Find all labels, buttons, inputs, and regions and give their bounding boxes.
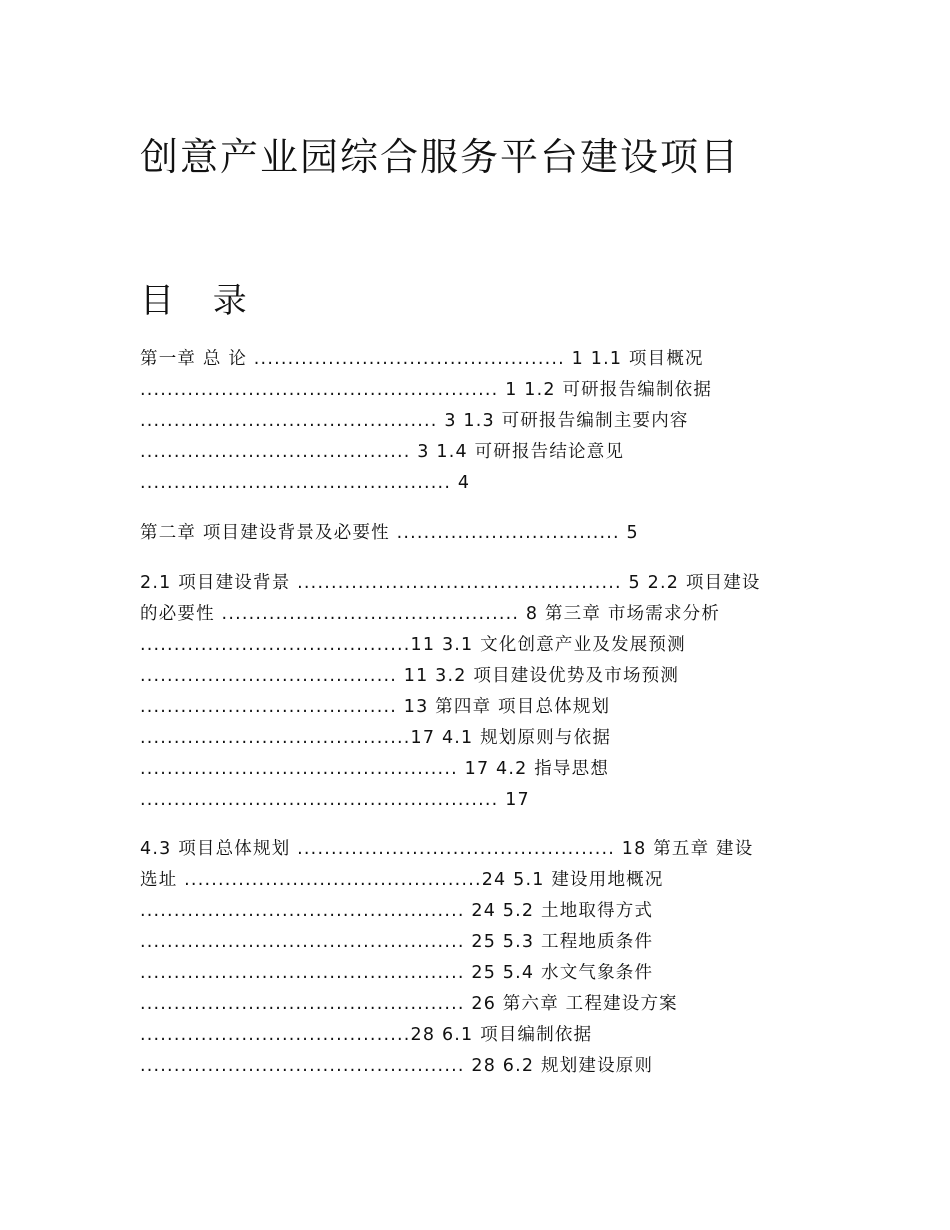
toc-line: 第二章 项目建设背景及必要性 ................................. 5 — [140, 523, 639, 543]
toc-line: .............................................. 4 — [140, 473, 471, 493]
toc-line: ..................................................... 17 — [140, 790, 530, 810]
toc-block-sections-2-4 — [140, 568, 820, 816]
toc-line: ............................................ 3 1.3 可研报告编制主要内容 — [140, 411, 689, 431]
toc-line: ................................................ 28 6.2 规划建设原则 — [140, 1056, 654, 1076]
toc-line: 2.1 项目建设背景 ................................................ 5 2.2 项目建设 — [140, 573, 761, 593]
toc-line: ...................................... 11 3.2 项目建设优势及市场预测 — [140, 666, 680, 686]
toc-line: ................................................ 24 5.2 土地取得方式 — [140, 901, 654, 921]
toc-line: ..................................................... 1 1.2 可研报告编制依据 — [140, 380, 713, 400]
toc-heading: 目 录 — [140, 281, 261, 321]
document-title: 创意产业园综合服务平台建设项目 — [140, 135, 741, 179]
toc-line: ................................................ 26 第六章 工程建设方案 — [140, 994, 678, 1014]
toc-line: ........................................28 6.1 项目编制依据 — [140, 1025, 593, 1045]
toc-line: 4.3 项目总体规划 ............................................... 18 第五章 建设 — [140, 839, 754, 859]
toc-line: 选址 ............................................24 5.1 建设用地概况 — [140, 870, 664, 890]
toc-line: ................................................ 25 5.3 工程地质条件 — [140, 932, 654, 952]
toc-line: 第一章 总 论 .............................................. 1 1.1 项目概况 — [140, 349, 704, 369]
toc-line: ........................................11 3.1 文化创意产业及发展预测 — [140, 635, 686, 655]
toc-block-chapter-1 — [140, 344, 820, 499]
toc-line: ............................................... 17 4.2 指导思想 — [140, 759, 610, 779]
toc-line: ...................................... 13 第四章 项目总体规划 — [140, 697, 611, 717]
toc-line: ........................................ 3 1.4 可研报告结论意见 — [140, 442, 625, 462]
toc-line: ................................................ 25 5.4 水文气象条件 — [140, 963, 654, 983]
toc-block-sections-4-6 — [140, 834, 820, 1082]
toc-line: 的必要性 ............................................ 8 第三章 市场需求分析 — [140, 604, 721, 624]
toc-block-chapter-2 — [140, 518, 820, 549]
toc-line: ........................................17 4.1 规划原则与依据 — [140, 728, 612, 748]
